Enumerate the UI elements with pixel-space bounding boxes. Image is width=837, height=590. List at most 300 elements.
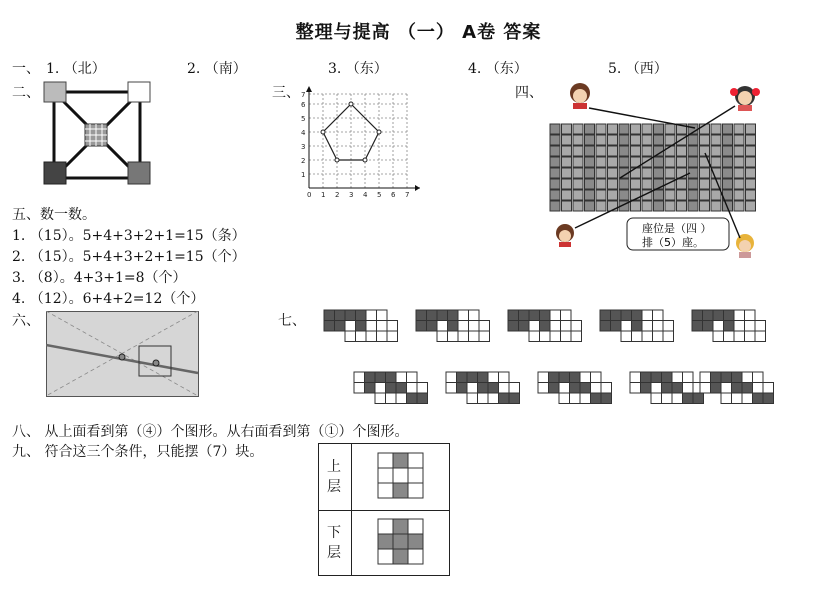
- girl-bottom-right-icon: [736, 234, 754, 258]
- q7-cell: [488, 393, 499, 404]
- q9-layer-table: [318, 443, 450, 576]
- q9-bottom-label-1: 下: [327, 525, 341, 541]
- seat: [665, 135, 675, 145]
- seat: [585, 124, 595, 134]
- q7-cell: [386, 393, 397, 404]
- q7-cell: [663, 321, 674, 332]
- q7-cell: [469, 321, 480, 332]
- q7-cell: [488, 383, 499, 394]
- q7-cell: [324, 310, 335, 321]
- seat: [665, 157, 675, 167]
- q1-answer-2: 2. （南）: [187, 61, 247, 77]
- seat: [562, 190, 572, 200]
- q7-cell: [745, 310, 756, 321]
- seat: [665, 124, 675, 134]
- seat: [596, 135, 606, 145]
- seat: [562, 157, 572, 167]
- seat: [550, 168, 560, 178]
- q7-cell: [580, 372, 591, 383]
- q7-cell: [386, 372, 397, 383]
- seat: [677, 201, 687, 211]
- seat: [734, 179, 744, 189]
- q7-cell: [448, 310, 459, 321]
- seat: [734, 201, 744, 211]
- seat: [665, 190, 675, 200]
- seat: [688, 179, 698, 189]
- q7-cell: [375, 393, 386, 404]
- q9-bottom-cell: [408, 519, 423, 534]
- q7-cell: [642, 310, 653, 321]
- seat: [619, 190, 629, 200]
- q7-cell: [721, 383, 732, 394]
- q3-xtick-4: 4: [363, 191, 368, 199]
- q7-cell: [448, 331, 459, 342]
- q7-cell: [724, 331, 735, 342]
- q7-cell: [427, 321, 438, 332]
- q4-seating-figure: [545, 78, 770, 263]
- q7-cell: [630, 383, 641, 394]
- seat: [734, 146, 744, 156]
- q4-bubble-line2: 排（5）座。: [642, 236, 704, 249]
- q3-xtick-6: 6: [391, 191, 396, 199]
- q7-cell: [356, 321, 367, 332]
- q7-cell: [478, 372, 489, 383]
- q9-top-cell: [408, 483, 423, 498]
- q7-cell: [703, 310, 714, 321]
- seat: [654, 190, 664, 200]
- q7-cell: [396, 383, 407, 394]
- q3-xtick-3: 3: [349, 191, 354, 199]
- q9-top-cell: [408, 453, 423, 468]
- q7-cell: [407, 393, 418, 404]
- q7-cell: [377, 321, 388, 332]
- q9-bottom-cell: [393, 549, 408, 564]
- q9-bottom-cell: [378, 549, 393, 564]
- seat: [746, 135, 756, 145]
- q7-cell: [345, 331, 356, 342]
- q7-cell: [724, 321, 735, 332]
- q3-ytick-6: 6: [301, 101, 306, 109]
- q7-cell: [396, 393, 407, 404]
- q7-cell: [559, 372, 570, 383]
- q7-cell: [734, 321, 745, 332]
- q7-cell: [324, 321, 335, 332]
- q7-cell: [693, 393, 704, 404]
- q7-cell: [642, 331, 653, 342]
- q9-top-cell: [378, 483, 393, 498]
- q7-cell: [713, 331, 724, 342]
- q7-cell: [335, 321, 346, 332]
- q7-cell: [499, 372, 510, 383]
- q9-top-cell: [408, 468, 423, 483]
- q7-cell: [630, 372, 641, 383]
- q3-coordinate-grid: [296, 84, 426, 202]
- seat: [734, 190, 744, 200]
- q7-pattern-9: [630, 372, 704, 404]
- seat: [596, 124, 606, 134]
- seat: [585, 179, 595, 189]
- q1-answer-1: 1. （北）: [46, 61, 106, 77]
- q7-cell: [345, 310, 356, 321]
- q7-cell: [519, 321, 530, 332]
- seat: [654, 135, 664, 145]
- q7-cell: [467, 372, 478, 383]
- q7-cell: [632, 331, 643, 342]
- q9-top-cell: [393, 483, 408, 498]
- seat: [734, 157, 744, 167]
- q7-cell: [354, 372, 365, 383]
- q7-block-patterns: [320, 306, 780, 412]
- seat: [631, 201, 641, 211]
- q7-pattern-6: [354, 372, 428, 404]
- q7-cell: [377, 310, 388, 321]
- q7-cell: [753, 383, 764, 394]
- q7-pattern-10: [700, 372, 774, 404]
- q7-pattern-4: [600, 310, 674, 342]
- q7-cell: [529, 331, 540, 342]
- q7-cell: [580, 393, 591, 404]
- q3-ytick-3: 3: [301, 143, 306, 151]
- q7-cell: [641, 372, 652, 383]
- seat: [619, 135, 629, 145]
- q7-cell: [559, 383, 570, 394]
- q7-cell: [662, 372, 673, 383]
- q7-cell: [458, 331, 469, 342]
- seat: [700, 190, 710, 200]
- seat: [746, 201, 756, 211]
- q8-text: 八、 从上面看到第（④）个图形。从右面看到第（①）个图形。: [12, 424, 409, 440]
- q9-bottom-cell: [408, 549, 423, 564]
- q3-ytick-7: 7: [301, 91, 306, 99]
- seat: [700, 201, 710, 211]
- seat: [711, 135, 721, 145]
- q9-top-layer-grid: [377, 452, 427, 502]
- q7-cell: [651, 393, 662, 404]
- seat: [746, 157, 756, 167]
- seat: [585, 135, 595, 145]
- q7-cell: [366, 310, 377, 321]
- seat: [550, 146, 560, 156]
- q7-cell: [755, 331, 766, 342]
- seat: [677, 157, 687, 167]
- q9-top-label-1: 上: [327, 459, 341, 475]
- seat: [642, 146, 652, 156]
- seat: [619, 179, 629, 189]
- seat: [746, 124, 756, 134]
- q7-cell: [416, 321, 427, 332]
- q7-cell: [732, 383, 743, 394]
- seat: [631, 168, 641, 178]
- seat: [631, 135, 641, 145]
- seat: [723, 168, 733, 178]
- seat: [585, 146, 595, 156]
- seat: [596, 190, 606, 200]
- q7-cell: [407, 383, 418, 394]
- seat: [688, 135, 698, 145]
- q3-xtick-5: 5: [377, 191, 382, 199]
- seat: [711, 190, 721, 200]
- q7-cell: [724, 310, 735, 321]
- q7-cell: [375, 383, 386, 394]
- q7-cell: [601, 393, 612, 404]
- seat: [562, 201, 572, 211]
- q1-answer-5: 5. （西）: [608, 61, 668, 77]
- q1-label: 一、: [12, 61, 40, 77]
- q7-cell: [711, 383, 722, 394]
- seat: [746, 179, 756, 189]
- seat: [550, 179, 560, 189]
- q3-xtick-2: 2: [335, 191, 340, 199]
- seat: [642, 124, 652, 134]
- q1-answer-4: 4. （东）: [468, 61, 528, 77]
- q7-cell: [407, 372, 418, 383]
- seat: [608, 157, 618, 167]
- q7-cell: [651, 372, 662, 383]
- q7-cell: [662, 383, 673, 394]
- q7-cell: [437, 331, 448, 342]
- q7-cell: [387, 331, 398, 342]
- q7-cell: [621, 331, 632, 342]
- q9-top-cell: [378, 453, 393, 468]
- q2-square-figure: [40, 80, 155, 188]
- q7-cell: [365, 383, 376, 394]
- q9-top-cell: [378, 468, 393, 483]
- seat: [734, 124, 744, 134]
- q7-cell: [365, 372, 376, 383]
- q7-cell: [591, 383, 602, 394]
- q9-bottom-cell: [393, 519, 408, 534]
- q7-cell: [386, 383, 397, 394]
- q7-cell: [600, 310, 611, 321]
- seat: [608, 135, 618, 145]
- q7-cell: [672, 393, 683, 404]
- q7-cell: [600, 321, 611, 332]
- q7-cell: [457, 383, 468, 394]
- q7-cell: [458, 321, 469, 332]
- q7-cell: [488, 372, 499, 383]
- q7-cell: [508, 310, 519, 321]
- seat: [700, 168, 710, 178]
- girl-top-right-icon: [730, 86, 760, 111]
- seat: [619, 124, 629, 134]
- q7-cell: [499, 393, 510, 404]
- q7-cell: [683, 383, 694, 394]
- q4-label: 四、: [515, 85, 543, 101]
- q5-line-1: 1. （15）。5+4+3+2+1=15（条）: [12, 228, 246, 244]
- seat: [723, 179, 733, 189]
- q9-top-cell: [393, 468, 408, 483]
- boy-bottom-left-icon: [556, 224, 574, 247]
- seat: [596, 146, 606, 156]
- seat: [573, 179, 583, 189]
- seat: [746, 168, 756, 178]
- seat: [596, 168, 606, 178]
- seat: [608, 190, 618, 200]
- q7-cell: [446, 372, 457, 383]
- q7-cell: [416, 310, 427, 321]
- q6-label: 六、: [12, 313, 40, 329]
- q7-cell: [745, 321, 756, 332]
- q7-cell: [469, 331, 480, 342]
- q3-ytick-5: 5: [301, 115, 306, 123]
- seat: [688, 201, 698, 211]
- q3-ytick-2: 2: [301, 157, 306, 165]
- q7-cell: [683, 393, 694, 404]
- q7-cell: [540, 321, 551, 332]
- seat: [688, 190, 698, 200]
- q9-bottom-label-2: 层: [327, 545, 341, 561]
- q7-cell: [571, 331, 582, 342]
- q9-bottom-cell: [393, 534, 408, 549]
- seat: [562, 179, 572, 189]
- seat: [677, 146, 687, 156]
- seat: [746, 146, 756, 156]
- seat: [631, 124, 641, 134]
- q7-cell: [529, 310, 540, 321]
- q7-cell: [366, 331, 377, 342]
- q7-cell: [550, 310, 561, 321]
- q7-cell: [692, 321, 703, 332]
- q7-cell: [570, 383, 581, 394]
- q7-cell: [457, 372, 468, 383]
- q9-top-label-2: 层: [327, 479, 341, 495]
- seat: [688, 146, 698, 156]
- q7-cell: [734, 331, 745, 342]
- seat: [677, 179, 687, 189]
- q5-line-2: 2. （15）。5+4+3+2+1=15（个）: [12, 249, 246, 265]
- q7-cell: [550, 321, 561, 332]
- q7-cell: [721, 393, 732, 404]
- q7-cell: [446, 383, 457, 394]
- q7-cell: [742, 393, 753, 404]
- seat: [619, 146, 629, 156]
- seat: [585, 168, 595, 178]
- q7-cell: [375, 372, 386, 383]
- q7-cell: [356, 331, 367, 342]
- q7-cell: [601, 383, 612, 394]
- q7-cell: [479, 331, 490, 342]
- seat: [550, 190, 560, 200]
- seat: [550, 201, 560, 211]
- q7-cell: [345, 321, 356, 332]
- seat: [642, 179, 652, 189]
- q7-cell: [354, 383, 365, 394]
- q7-cell: [641, 383, 652, 394]
- seat: [596, 157, 606, 167]
- q7-cell: [571, 321, 582, 332]
- q3-xtick-0: 0: [307, 191, 312, 199]
- q9-bottom-layer-row: [319, 510, 449, 575]
- q5-line-3: 3. （8）。4+3+1=8（个）: [12, 270, 187, 286]
- q7-cell: [734, 310, 745, 321]
- q3-xtick-1: 1: [321, 191, 326, 199]
- q7-cell: [478, 383, 489, 394]
- q7-cell: [377, 331, 388, 342]
- q7-cell: [732, 372, 743, 383]
- q7-cell: [672, 372, 683, 383]
- seat: [700, 135, 710, 145]
- q3-label: 三、: [272, 85, 300, 101]
- q9-bottom-layer-grid: [377, 518, 427, 568]
- q7-cell: [570, 372, 581, 383]
- seat: [711, 201, 721, 211]
- q7-cell: [458, 310, 469, 321]
- q7-cell: [549, 372, 560, 383]
- seat: [573, 168, 583, 178]
- q7-cell: [469, 310, 480, 321]
- seat: [734, 135, 744, 145]
- q9-bottom-cell: [378, 534, 393, 549]
- q5-label: 五、数一数。: [12, 207, 96, 223]
- q5-line-4: 4. （12）。6+4+2=12（个）: [12, 291, 205, 307]
- q7-cell: [509, 383, 520, 394]
- q7-cell: [448, 321, 459, 332]
- q7-cell: [570, 393, 581, 404]
- seat: [665, 201, 675, 211]
- seat: [711, 124, 721, 134]
- seat: [596, 179, 606, 189]
- q7-cell: [700, 383, 711, 394]
- seat: [562, 124, 572, 134]
- q9-top-layer-row: [319, 444, 449, 511]
- q2-label: 二、: [12, 85, 40, 101]
- q7-cell: [335, 310, 346, 321]
- q7-cell: [611, 310, 622, 321]
- seat: [585, 157, 595, 167]
- q7-cell: [742, 372, 753, 383]
- seat: [573, 124, 583, 134]
- q3-xtick-7: 7: [405, 191, 410, 199]
- q7-cell: [540, 331, 551, 342]
- q9-bottom-cell: [408, 534, 423, 549]
- q7-cell: [467, 383, 478, 394]
- seat: [619, 157, 629, 167]
- q7-cell: [519, 310, 530, 321]
- seat: [642, 168, 652, 178]
- q7-label: 七、: [278, 313, 306, 329]
- q7-cell: [467, 393, 478, 404]
- q9-text: 九、 符合这三个条件，只能摆（7）块。: [12, 444, 264, 460]
- seat: [585, 190, 595, 200]
- seat: [654, 157, 664, 167]
- q7-cell: [366, 321, 377, 332]
- seat: [608, 124, 618, 134]
- q3-ytick-1: 1: [301, 171, 306, 179]
- q7-cell: [561, 331, 572, 342]
- q7-cell: [396, 372, 407, 383]
- seat: [608, 146, 618, 156]
- q7-cell: [632, 321, 643, 332]
- seat: [654, 201, 664, 211]
- q7-cell: [499, 383, 510, 394]
- seat: [550, 157, 560, 167]
- q7-cell: [753, 372, 764, 383]
- q7-cell: [713, 321, 724, 332]
- q7-cell: [437, 310, 448, 321]
- seat: [700, 179, 710, 189]
- q7-cell: [703, 321, 714, 332]
- q7-cell: [417, 383, 428, 394]
- q7-cell: [662, 393, 673, 404]
- q7-cell: [753, 393, 764, 404]
- seat: [734, 168, 744, 178]
- seat: [608, 179, 618, 189]
- seat: [711, 146, 721, 156]
- q7-cell: [742, 383, 753, 394]
- seat: [700, 146, 710, 156]
- q7-cell: [621, 321, 632, 332]
- q7-cell: [700, 372, 711, 383]
